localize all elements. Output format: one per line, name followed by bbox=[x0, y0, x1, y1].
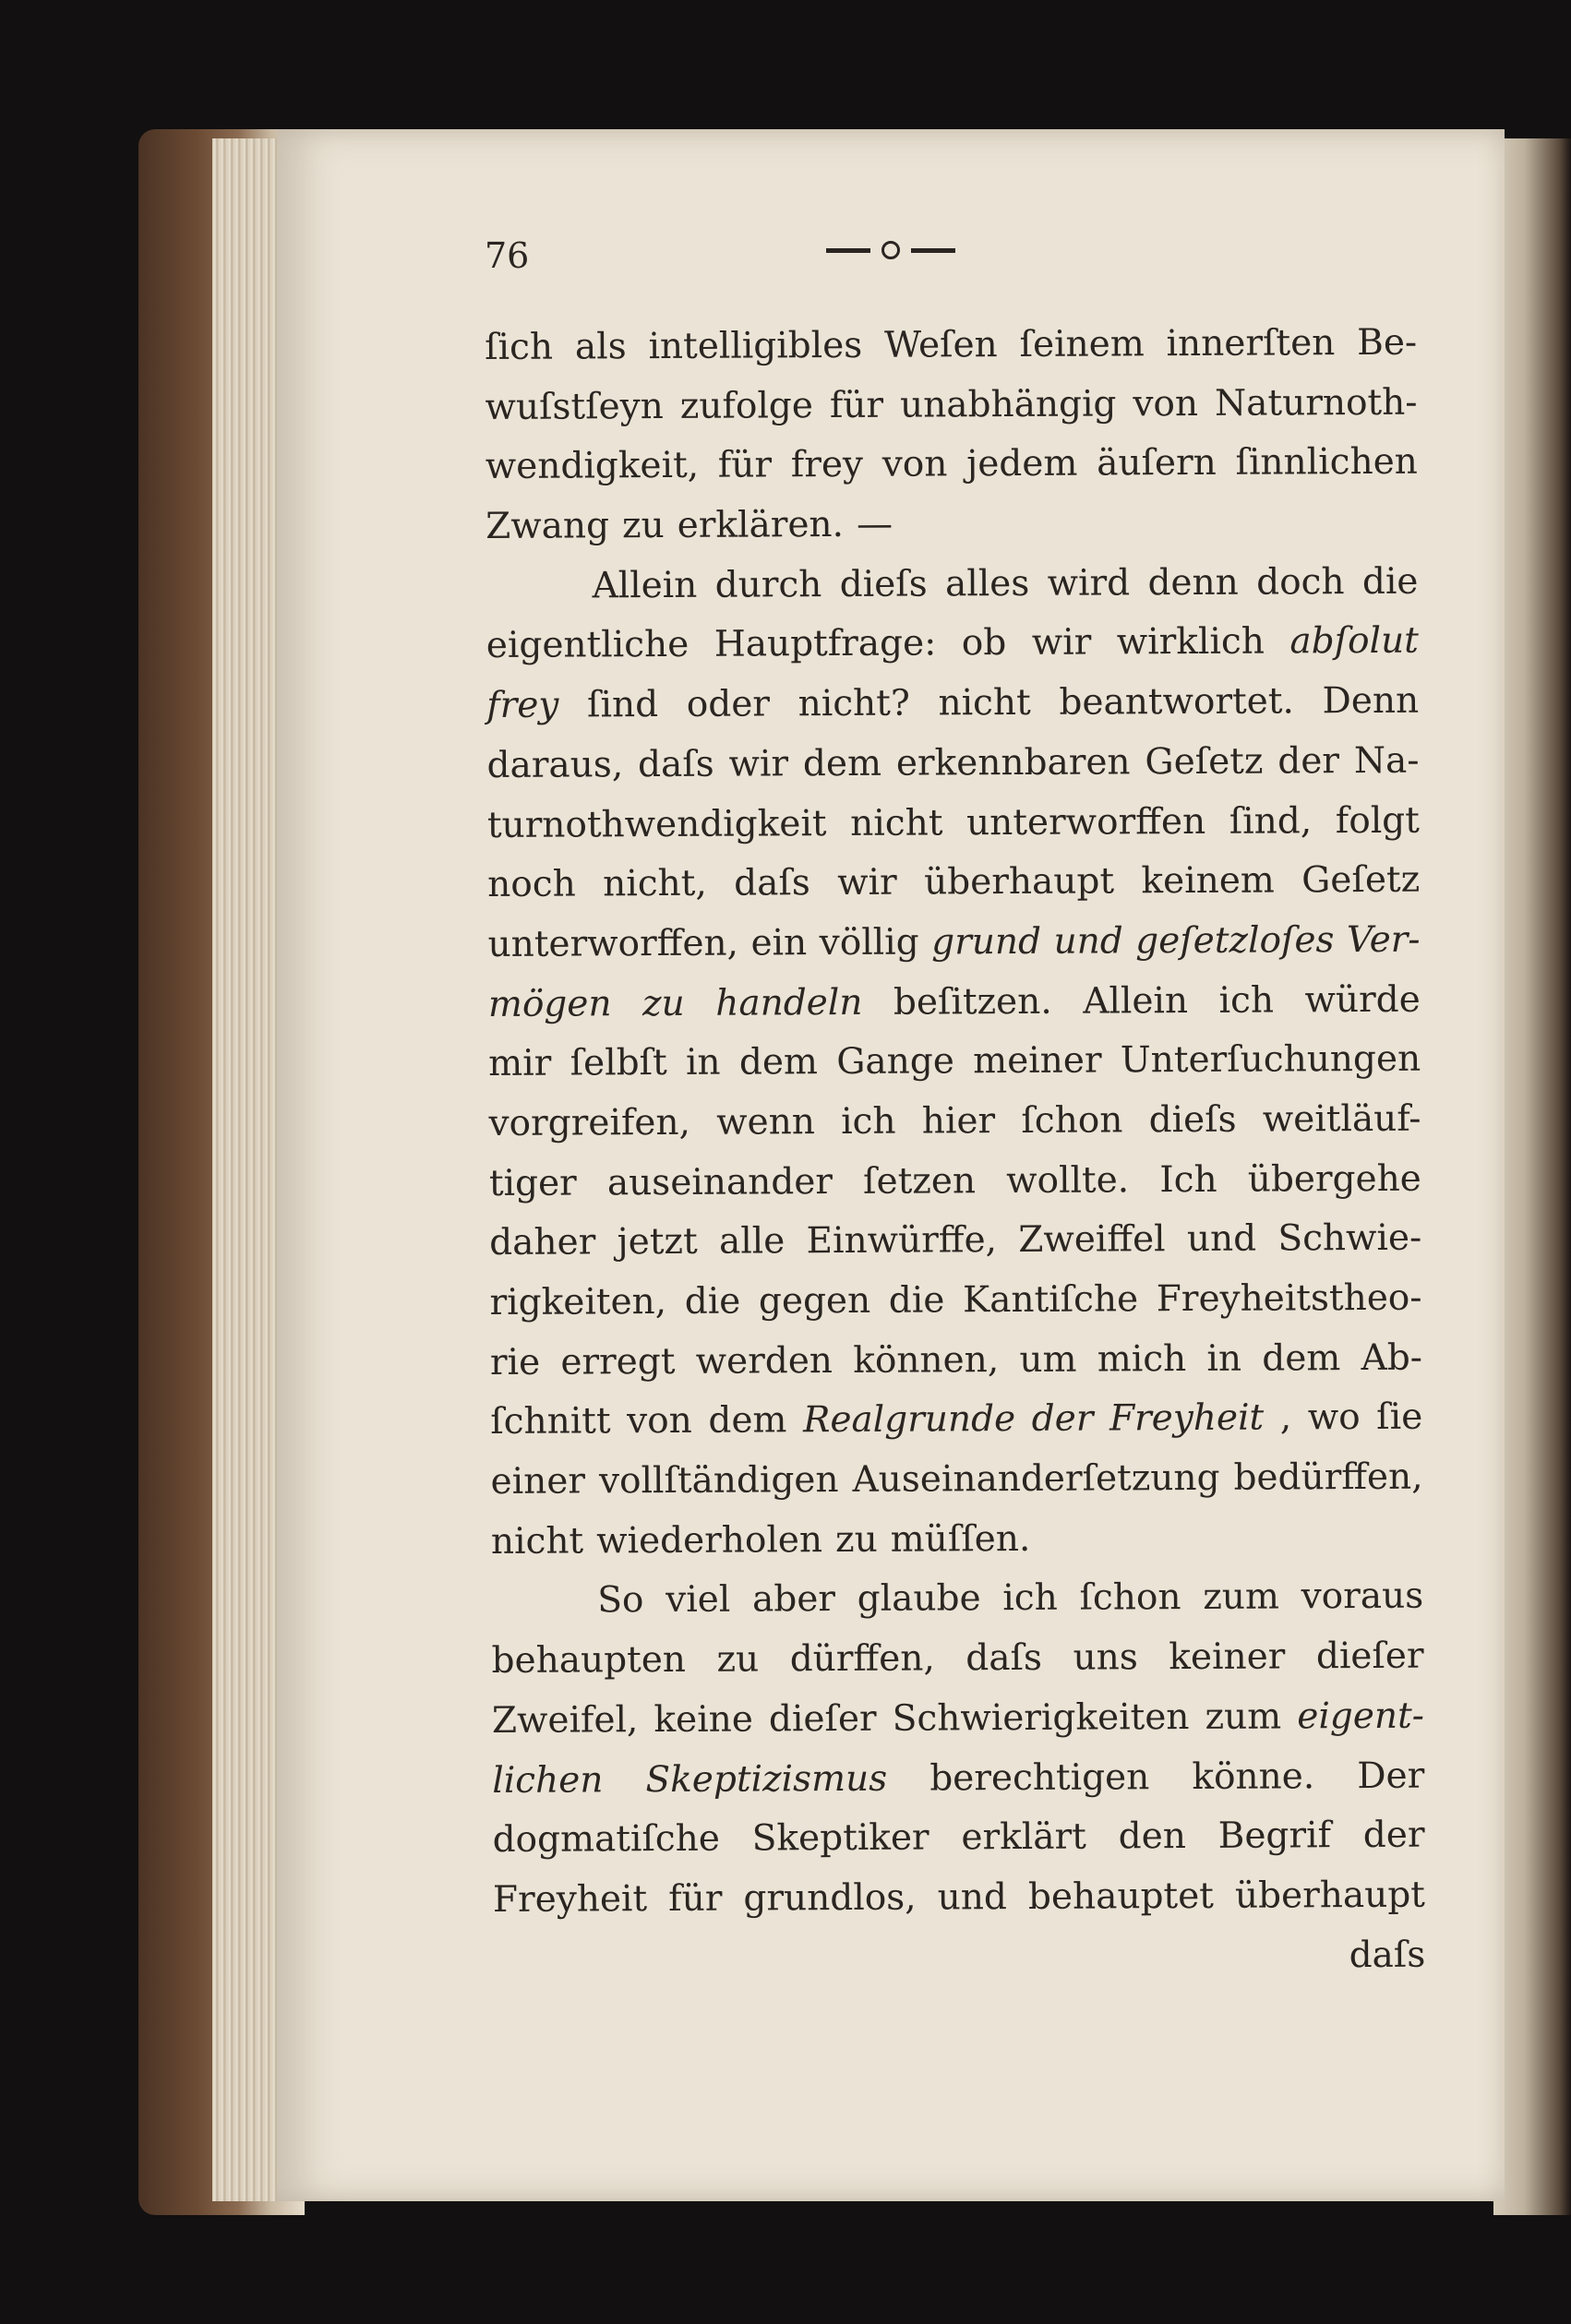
word: und bbox=[937, 1875, 1008, 1919]
word: dürffen, bbox=[789, 1637, 935, 1681]
text-line bbox=[490, 1328, 1422, 1393]
word: erklärt bbox=[961, 1815, 1087, 1859]
text-line bbox=[493, 1925, 1425, 1990]
word: und bbox=[1186, 1217, 1257, 1261]
word: auseinander bbox=[606, 1160, 833, 1204]
word: dem bbox=[1262, 1336, 1341, 1380]
word: Geſetz bbox=[1145, 740, 1264, 784]
word: werden bbox=[695, 1339, 833, 1383]
italic-word: Ver- bbox=[1346, 918, 1421, 961]
word: zufolge bbox=[679, 384, 814, 427]
word: ſinnlichen bbox=[1235, 441, 1418, 485]
word: nicht bbox=[490, 1520, 584, 1563]
word: gegen bbox=[758, 1279, 871, 1323]
word: überhaupt bbox=[924, 860, 1115, 904]
word: noch bbox=[487, 863, 576, 906]
word: als bbox=[574, 326, 627, 368]
word: turnothwendigkeit bbox=[486, 802, 827, 846]
word: viel bbox=[666, 1579, 731, 1622]
word: zum bbox=[1203, 1575, 1280, 1619]
text-line bbox=[486, 612, 1419, 677]
word: meiner bbox=[973, 1039, 1102, 1083]
text-line bbox=[486, 672, 1419, 737]
word: der bbox=[1362, 1814, 1425, 1857]
word: Denn bbox=[1322, 679, 1420, 723]
italic-word: mögen bbox=[487, 982, 612, 1025]
word: der bbox=[1277, 739, 1340, 783]
italic-word: Skeptizismus bbox=[645, 1757, 888, 1801]
word: wuſstſeyn bbox=[485, 385, 664, 428]
word: vorgreifen, bbox=[488, 1101, 691, 1144]
word: ich bbox=[841, 1100, 896, 1143]
word: alles bbox=[944, 562, 1030, 605]
word: keinem bbox=[1141, 859, 1275, 903]
word: ſchon bbox=[1021, 1099, 1123, 1142]
text-line bbox=[486, 433, 1418, 497]
word: ſchnitt bbox=[490, 1400, 611, 1444]
word: mich bbox=[1097, 1337, 1187, 1381]
word: für bbox=[717, 444, 773, 487]
word: daraus, bbox=[486, 744, 624, 786]
word: Weſen bbox=[883, 324, 998, 366]
word: erkennbaren bbox=[895, 741, 1131, 785]
text-line bbox=[491, 1627, 1423, 1692]
word: So bbox=[597, 1579, 644, 1622]
word: glaube bbox=[857, 1577, 981, 1621]
word: ſich bbox=[485, 326, 554, 368]
word: folgt bbox=[1335, 799, 1420, 842]
word: uns bbox=[1073, 1636, 1138, 1679]
word: berechtigen bbox=[929, 1755, 1150, 1799]
word: Begrif bbox=[1217, 1815, 1332, 1858]
word: um bbox=[1019, 1338, 1077, 1381]
ornament-dash-right bbox=[911, 248, 955, 253]
word: rie bbox=[489, 1341, 541, 1384]
word: beſitzen. bbox=[893, 980, 1052, 1024]
italic-word: der bbox=[1031, 1397, 1094, 1441]
italic-word: Realgrunde bbox=[802, 1398, 1016, 1442]
word: doch bbox=[1256, 560, 1345, 604]
word: dem bbox=[802, 742, 882, 785]
word: wir bbox=[837, 861, 897, 904]
word: Allein bbox=[592, 564, 698, 607]
word: Unterſuchungen bbox=[1120, 1037, 1421, 1082]
word: Naturnoth- bbox=[1214, 381, 1418, 425]
text-line bbox=[492, 1746, 1424, 1811]
word: keiner bbox=[1169, 1635, 1286, 1679]
text-line bbox=[490, 1448, 1422, 1513]
word: dogmatiſche bbox=[492, 1817, 721, 1862]
word: — bbox=[856, 503, 893, 545]
word: wir bbox=[728, 743, 789, 785]
word: wenn bbox=[716, 1101, 815, 1144]
text-line bbox=[489, 1209, 1421, 1274]
word: wollte. bbox=[1006, 1158, 1130, 1202]
text-line bbox=[493, 1866, 1425, 1931]
text-line bbox=[489, 1269, 1421, 1334]
word: keine bbox=[654, 1698, 753, 1741]
text-line bbox=[488, 1030, 1421, 1095]
page-text bbox=[485, 314, 1425, 1991]
word: müſſen. bbox=[890, 1517, 1031, 1561]
word: nicht bbox=[938, 682, 1031, 725]
text-line bbox=[486, 732, 1419, 797]
word: Allein bbox=[1083, 979, 1189, 1023]
word: Ab- bbox=[1361, 1336, 1423, 1379]
word: wo bbox=[1307, 1396, 1361, 1439]
word: überhaupt bbox=[1234, 1874, 1426, 1917]
page-number: 76 bbox=[485, 235, 530, 276]
word: Der bbox=[1357, 1755, 1425, 1797]
word: von bbox=[1133, 382, 1199, 425]
text-line bbox=[488, 970, 1421, 1035]
word: ſetzen bbox=[863, 1159, 977, 1203]
header-ornament bbox=[826, 241, 955, 259]
word: völlig bbox=[819, 921, 919, 964]
word: behaupten bbox=[491, 1639, 687, 1683]
word: voraus bbox=[1301, 1575, 1424, 1618]
word: würde bbox=[1304, 978, 1421, 1021]
word: von bbox=[627, 1400, 692, 1443]
word: zu bbox=[716, 1638, 760, 1681]
word: äuſern bbox=[1097, 442, 1217, 485]
text-line bbox=[488, 1090, 1421, 1155]
word: vollſtändigen bbox=[598, 1459, 839, 1503]
word: könne. bbox=[1192, 1755, 1315, 1798]
text-line bbox=[485, 373, 1417, 437]
word: können, bbox=[853, 1338, 1000, 1382]
italic-word: grund bbox=[931, 920, 1042, 964]
word: die bbox=[888, 1279, 945, 1322]
italic-word: frey bbox=[486, 684, 559, 727]
text-line bbox=[489, 1149, 1421, 1214]
word: ſind, bbox=[1229, 799, 1313, 843]
text-line bbox=[486, 493, 1418, 557]
word: innerſten bbox=[1166, 322, 1336, 365]
word: ſelbſt bbox=[570, 1042, 667, 1084]
word: für bbox=[668, 1877, 723, 1920]
word: den bbox=[1118, 1815, 1187, 1858]
ornament-circle bbox=[881, 241, 900, 259]
word: nicht, bbox=[603, 862, 707, 905]
word: daſs bbox=[734, 862, 810, 904]
word: durch bbox=[714, 563, 822, 606]
word: erklären. bbox=[677, 504, 845, 546]
word: tiger bbox=[488, 1162, 577, 1204]
word: frey bbox=[790, 444, 864, 486]
word: intelligibles bbox=[648, 324, 863, 368]
text-line bbox=[487, 911, 1420, 976]
word: in bbox=[685, 1041, 721, 1084]
word: dieſer bbox=[768, 1697, 877, 1741]
italic-word: zu bbox=[642, 982, 685, 1024]
word: dieſs bbox=[1148, 1098, 1237, 1142]
word: die bbox=[684, 1280, 741, 1323]
word: einer bbox=[490, 1460, 586, 1503]
text-line bbox=[491, 1567, 1423, 1632]
text-line bbox=[486, 552, 1418, 617]
word: dem bbox=[708, 1399, 787, 1443]
word: daſs bbox=[1349, 1934, 1426, 1976]
word: übergehe bbox=[1247, 1157, 1421, 1201]
italic-word: und bbox=[1053, 920, 1123, 963]
text-line bbox=[487, 851, 1420, 916]
word: jetzt bbox=[617, 1221, 698, 1264]
word: ſie bbox=[1376, 1396, 1423, 1439]
word: Skeptiker bbox=[751, 1816, 929, 1860]
text-line bbox=[487, 791, 1420, 856]
text-line bbox=[492, 1687, 1424, 1752]
word: wir bbox=[1031, 622, 1092, 665]
word: zu bbox=[834, 1518, 878, 1561]
ornament-dash-left bbox=[826, 248, 870, 253]
word: aber bbox=[751, 1578, 836, 1621]
word: zum bbox=[1205, 1695, 1282, 1738]
word: beantwortet. bbox=[1059, 680, 1294, 724]
word: Na- bbox=[1353, 739, 1420, 782]
word: von bbox=[881, 443, 948, 486]
italic-word: abſolut bbox=[1289, 620, 1419, 663]
right-page-edge bbox=[1493, 138, 1571, 2215]
word: die bbox=[1361, 560, 1419, 603]
word: grundlos, bbox=[743, 1876, 917, 1920]
word: Gange bbox=[836, 1040, 954, 1084]
word: eigentliche bbox=[486, 624, 690, 667]
word: oder bbox=[686, 683, 771, 725]
text-line bbox=[485, 314, 1417, 378]
word: ob bbox=[961, 622, 1007, 665]
word: behauptet bbox=[1027, 1875, 1215, 1918]
word: rigkeiten, bbox=[489, 1280, 667, 1324]
text-line bbox=[492, 1806, 1424, 1871]
word: daſs bbox=[637, 743, 714, 785]
word: Zweifel, bbox=[491, 1698, 639, 1742]
italic-word: handeln bbox=[715, 981, 863, 1024]
word: wendigkeit, bbox=[485, 445, 700, 488]
word: dieſer bbox=[1315, 1635, 1424, 1678]
word: Zweiffel bbox=[1018, 1218, 1166, 1262]
text-line bbox=[490, 1388, 1422, 1453]
word: unterworffen bbox=[965, 800, 1206, 844]
word: Zwang bbox=[486, 505, 610, 548]
word: ſeinem bbox=[1019, 323, 1145, 365]
word: Geſetz bbox=[1301, 858, 1421, 902]
italic-word: lichen bbox=[492, 1758, 604, 1802]
word: daher bbox=[489, 1221, 596, 1264]
word: Einwürffe, bbox=[806, 1219, 998, 1263]
word: dem bbox=[738, 1041, 819, 1084]
word: alle bbox=[718, 1220, 786, 1263]
text-line bbox=[491, 1507, 1423, 1572]
word: , bbox=[1279, 1396, 1292, 1439]
word: ich bbox=[1218, 979, 1275, 1022]
word: Freyheit bbox=[492, 1877, 648, 1921]
word: hier bbox=[921, 1100, 996, 1143]
word: Kantiſche bbox=[962, 1278, 1139, 1322]
italic-word: eigent- bbox=[1297, 1695, 1425, 1738]
italic-word: geſetzloſes bbox=[1135, 919, 1335, 963]
word: unterworffen, bbox=[487, 922, 739, 965]
word: für bbox=[829, 384, 884, 426]
word: bedürffen, bbox=[1233, 1455, 1423, 1499]
word: nicht bbox=[850, 801, 943, 845]
word: wiederholen bbox=[596, 1518, 823, 1563]
word: jedem bbox=[966, 443, 1078, 485]
word: denn bbox=[1147, 561, 1239, 604]
word: Schwierigkeiten bbox=[892, 1695, 1190, 1740]
word: ſchon bbox=[1079, 1576, 1181, 1620]
word: mir bbox=[488, 1042, 552, 1085]
word: daſs bbox=[965, 1636, 1043, 1680]
word: unabhängig bbox=[899, 383, 1117, 426]
word: wird bbox=[1047, 562, 1131, 605]
page-header bbox=[485, 235, 1417, 291]
word: Auseinanderſetzung bbox=[852, 1456, 1220, 1501]
italic-word: Freyheit bbox=[1109, 1396, 1265, 1440]
word: in bbox=[1206, 1337, 1242, 1380]
word: Be- bbox=[1357, 321, 1418, 365]
word: dieſs bbox=[839, 563, 928, 605]
word: wirklich bbox=[1116, 621, 1265, 664]
word: Ich bbox=[1159, 1158, 1217, 1201]
word: nicht? bbox=[797, 682, 910, 725]
word: zu bbox=[621, 505, 665, 547]
word: Hauptfrage: bbox=[714, 622, 937, 666]
word: erregt bbox=[560, 1340, 676, 1384]
word: Freyheitstheo- bbox=[1156, 1276, 1422, 1321]
word: Schwie- bbox=[1277, 1217, 1422, 1260]
word: ein bbox=[750, 922, 808, 964]
word: ſind bbox=[586, 684, 659, 726]
word: weitläuf- bbox=[1262, 1097, 1421, 1141]
word: ich bbox=[1002, 1577, 1058, 1620]
